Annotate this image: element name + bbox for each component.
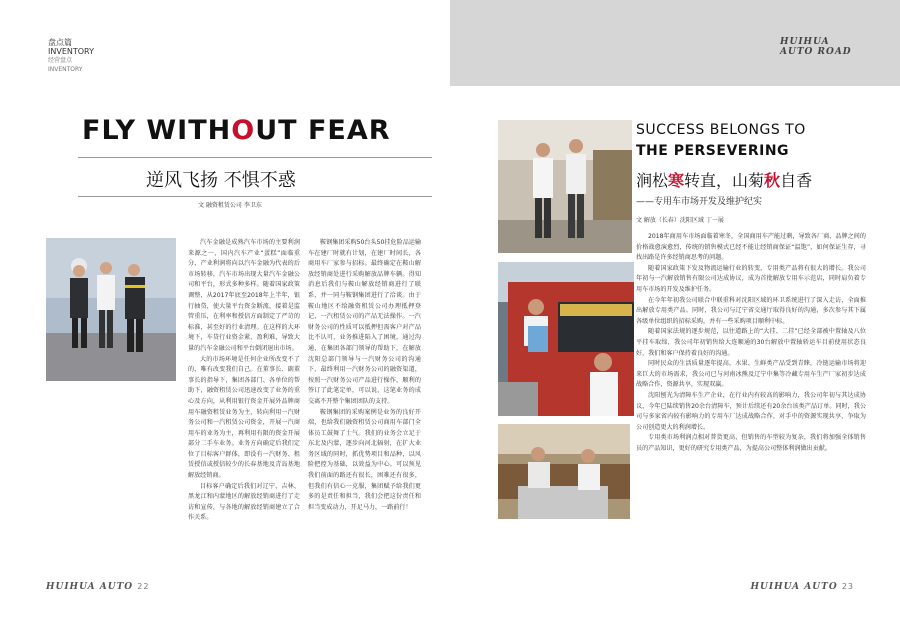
paragraph: 鞍钢集团的采购案例是业务的良好开端，也给我们融资租赁公司商用车部门全体员工鼓舞了士气。我们的业务会立足于东北及内蒙，逐步向河北辐射，在扩大业务区域的同时，抓优势项目和品种，以风险把控为基础，以效益为中心。可以预见我们前面的路还有很长，困难还有很多，但我们有信心一克服，集团赋予给我们更多的是责任和担当，我们会把这份责任和担当变成动力，开足马力，一路前行！: [308, 408, 421, 511]
sofa-photo: [498, 424, 630, 519]
paragraph: 在今年年初我公司联合中联重科对沈阳区域的环卫系统进行了深入走访，全面推出解放专用类产品。同时，我公司与辽宁省交通厅取得良好的沟通，多次参与其下属各级单位组织的招标采购，并有一些采购项目顺利中标。: [636, 296, 866, 325]
title-en-pre: FLY WITH: [82, 115, 232, 146]
article-title-cn: 逆风飞扬 不惧不惑: [146, 170, 296, 191]
title-cn-mid: 转直，山菊: [684, 171, 765, 190]
section-sub-cn: 经营盘点: [48, 57, 73, 64]
paragraph: 专用类市场利润点相对普货更高，但销售的车型较为复杂，我们将加强全体销售员的产品知识，更好的研究专用类产品，为提高公司整体利润做出贡献。: [636, 434, 866, 452]
title-en-post: UT FEAR: [255, 115, 391, 146]
title-cn-pre: 涧松: [636, 171, 669, 190]
paragraph: 随着国家政策下发及物流运输行业的转变，专用类产品将有很大的增长。我公司年初与一汽解放销售有限公司达成协议，成为首批解放专用车示范店，同时肩负着专用车市场的开发及维护任务。: [636, 264, 866, 293]
office-photo-image: [498, 120, 632, 253]
header-logo: HUIHUA AUTO ROAD: [780, 37, 852, 57]
title-cn-red2: 秋: [764, 171, 781, 190]
section-sub-en: INVENTORY: [48, 66, 83, 73]
title-en-o: O: [231, 115, 256, 146]
title-en-line1: SUCCESS BELONGS TO: [636, 122, 806, 138]
section-label-en: INVENTORY: [48, 47, 94, 56]
footer-logo: HUIHUA AUTO: [46, 582, 134, 592]
article-title-en: [82, 115, 391, 146]
paragraph: 鞍钢集团采购50台头50挂危险品运输车在建厂时就有计划，在建厂时间长，各商用车厂家参与招标。最终确定在鞍山解放经销商处进行采购解放品牌车辆。得知消息后我们与鞍山解放经销商进行了联系，并一同与鞍钢集团进行了洽谈。由于鞍山地区不给融资租赁公司办理抵押登记，一汽租赁公司的产品无法操作。一汽财务公司的性质可以抵押但需客户对产品比不认可，业务推进陷入了困境。通过沟通，在集团各部门领导的帮助下，在解放沈阳总部门领导与一汽财务公司的沟通下，最终利用一汽财务公司的融资渠道，按照一汽财务公司产品进行操作，顺利的签订了此笔定单，可以说，这笔业务的成交离不开整个集团团队的支持。: [308, 239, 421, 405]
paragraph: 同时民众的生活质量逐年提高，水果、生鲜类产品受到青睐，冷链运输市场将迎来巨大的市场需求，我公司已与河南冰熊及辽宁中集等冷藏专用车生产厂家初步达成战略合作，资源共享，实现双赢。: [636, 360, 866, 389]
truck-photo-image: [498, 262, 634, 416]
paragraph: 目标客户确定后我们对辽宁、吉林、黑龙江和内蒙地区的解放经销商进行了走访和宣传，与各地的解放经销商建立了合作关系。: [188, 482, 300, 522]
footer-brand: [46, 582, 149, 592]
sofa-photo-image: [498, 424, 630, 519]
section-label: [48, 38, 94, 74]
footer-logo: HUIHUA AUTO: [750, 582, 838, 592]
text-column-2: [308, 238, 421, 583]
text-column: [636, 232, 866, 592]
paragraph: 大的市场环境是任何企业所改变不了的，唯有改变我们自己。在董事长、副董事长的指导下，集团各部门、各单位的帮助下，融资租赁公司迅速改变了业务的重心及方向，从利用银行资金开展外品牌商用车融资租赁业务为主，转向利用一汽财务公司和一汽租赁公司资金，开展一汽商用车的业务为主，再利用有限的资金开展部分二手车业务。业务方向确定后我们定位了目标客户群体，即没有一汽财务、租赁授信或授信较少的长春基地及青岛基地解放经销商。: [188, 355, 300, 480]
paragraph: 2018年商用车市场面临着寒冬，全国商用车产能过剩，导致各厂商、品牌之间的价格战愈演愈烈，传统的销售模式已经不能让经销商保证“温饱”，如何保证生存，寻找出路是许多经销商思考的问题。: [636, 233, 866, 262]
title-cn-red1: 寒: [668, 171, 685, 190]
byline: 文 解放（长春）沈阳区域 丁一展: [636, 217, 724, 224]
page-number: 23: [841, 582, 854, 591]
title-cn: [636, 168, 812, 191]
title-cn-post: 自香: [780, 171, 813, 190]
section-label-cn: 盘点篇: [48, 38, 72, 47]
byline: 文 融资租赁公司 李卫东: [198, 202, 262, 209]
right-page: [450, 0, 900, 634]
paragraph: 沈阳刨光为清障车生产企业，在行业内有较高的影响力，我公司年初与其达成协议，今年已陆续销售20余台清障车，预计后续还有20余台该类产品订单。同时，我公司与多家省内较有影响力的专用车厂达成战略合作，对手中的资源实现共享，争取为公司创造更大的利润增长。: [636, 391, 866, 431]
paragraph: 汽车金融是成熟汽车市场的主要利润来源之一，国内汽车产业“蛋糕”面临重分，产业利润将向以汽车金融为代表的后市场转移，汽车市场出现大量汽车金融公司和平台，形式多种多样。随着国家政策调整，从2017年底至2018年上半年，银行抽贷，使大量平台资金断流，接着是监管重压，在利率和授信方面制定了严苛的标准，甚至好的行业清理。在这样的大环境下，车贷行业资金紧、盈利难，导致大量的汽车金融公司和平台倒闭退出市场。: [188, 239, 300, 352]
team-photo: [46, 238, 176, 381]
subtitle: ——专用车市场开发及维护纪实: [636, 197, 763, 207]
office-photo: [498, 120, 632, 253]
footer-brand: [751, 582, 854, 592]
truck-photo: [498, 262, 634, 416]
team-photo-image: [46, 238, 176, 381]
title-en-line2: THE PERSEVERING: [636, 143, 790, 159]
page-number: 22: [137, 582, 150, 591]
paragraph: 随着国家法规的逐步规范，以往道路上的“大挂、二挂”已经全部被中置轴及八位平挂车取缔，我公司年初销售给大连顺通的30台解放中置轴轿运车目前使用状态良好，我们和客户保持着良好的沟通。: [636, 328, 866, 357]
text-column-1: [188, 238, 300, 583]
